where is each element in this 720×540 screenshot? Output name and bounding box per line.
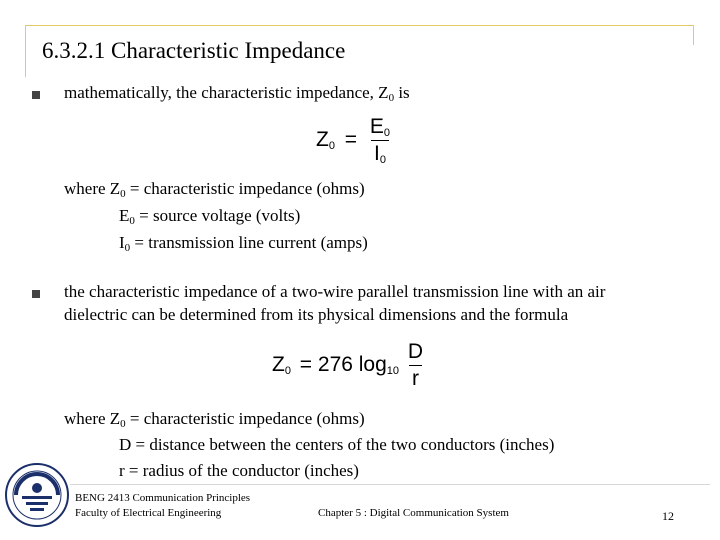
footer-divider — [70, 484, 710, 485]
page-number: 12 — [662, 509, 674, 523]
bullet-marker — [32, 290, 40, 298]
seal-icon — [4, 462, 70, 528]
where-2-line-3: r = radius of the conductor (inches) — [119, 461, 359, 480]
bullet-2-line-2: dielectric can be determined from its physical dimensions and the formula — [64, 305, 569, 324]
formula-fraction: $\frac{D}{r}$ — [407, 340, 424, 390]
footer-faculty: Faculty of Electrical Engineering — [75, 507, 222, 519]
bullet-2-line-1: the characteristic impedance of a two-wire parallel transmission line with an air — [64, 282, 606, 301]
footer-course: BENG 2413 Communication Principles — [75, 492, 251, 504]
where-1-line-2: $E_0$ = source voltage (volts) — [119, 206, 301, 227]
where-2-line-1: where $Z_0$ = characteristic impedance (ohms) — [64, 409, 365, 430]
frame-right-line — [693, 25, 694, 45]
where-1-line-1: where $Z_0$ = characteristic impedance (ohms) — [64, 179, 365, 200]
formula-z0-log: Z0 = 276 log10 $\frac{D}{r}$ — [272, 340, 426, 391]
where-2-line-2: D = distance between the centers of the two conductors (inches) — [119, 435, 555, 454]
bullet-marker — [32, 91, 40, 99]
bullet-1-text: mathematically, the characteristic impedance, $Z_0$ is — [64, 83, 410, 104]
university-logo — [4, 462, 70, 528]
frame-top-line — [25, 25, 693, 26]
where-1-line-3: $I_0$ = transmission line current (amps) — [119, 233, 368, 254]
slide-title: 6.3.2.1 Characteristic Impedance — [42, 38, 346, 63]
frame-left-line — [25, 25, 26, 77]
formula-z0-ratio: Z0 = $\frac{E0}{I0}$ — [316, 115, 393, 166]
footer-chapter: Chapter 5 : Digital Communication System — [318, 507, 509, 519]
formula-fraction: $\frac{E0}{I0}$ — [369, 115, 391, 166]
